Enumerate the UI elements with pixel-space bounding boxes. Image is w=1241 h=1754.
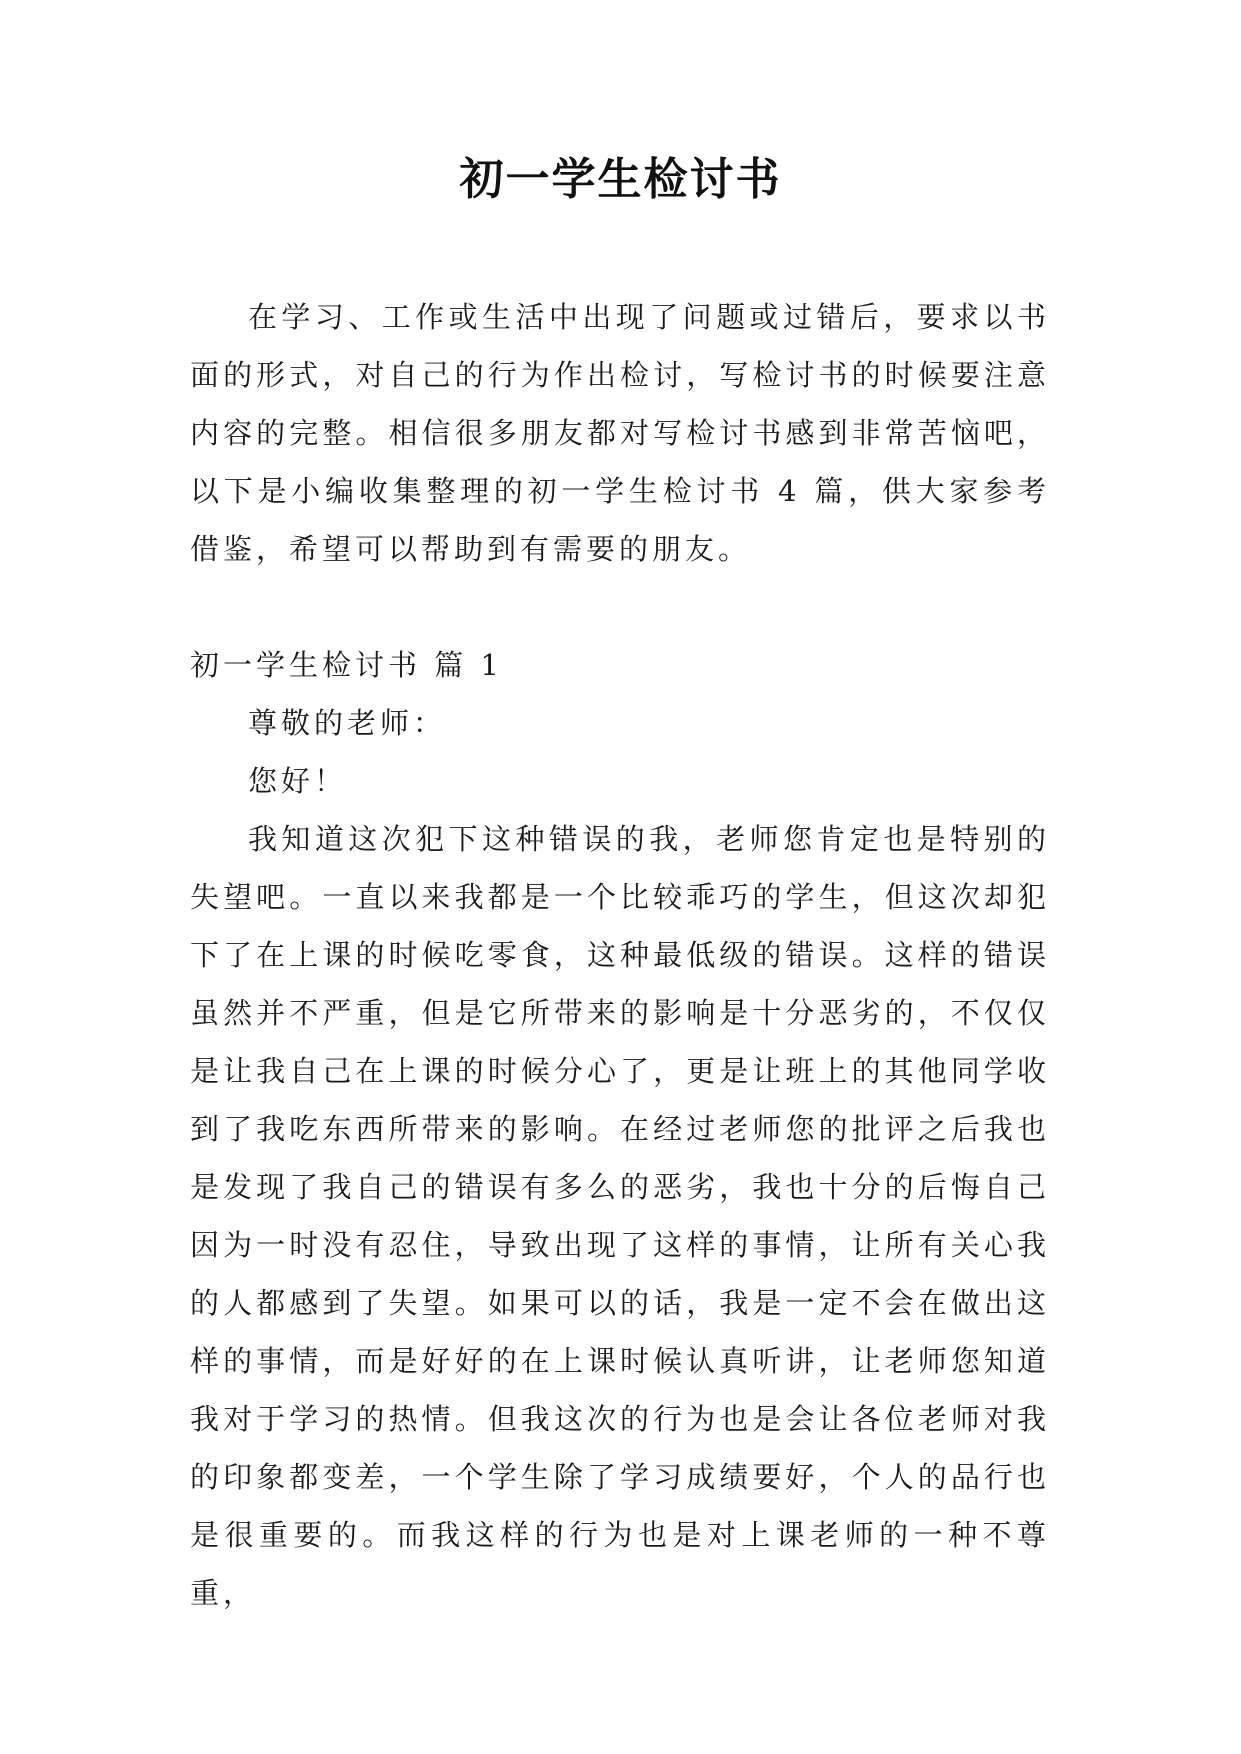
- document-title: 初一学生检讨书: [459, 154, 782, 205]
- section-title: 初一学生检讨书 篇 1: [190, 648, 503, 682]
- greeting: 您好！: [248, 764, 348, 798]
- document-content: [190, 288, 1050, 1622]
- body-paragraph: 我知道这次犯下这种错误的我，老师您肯定也是特别的失望吧。一直以来我都是一个比较乖巧的学生，但这次却犯下了在上课的时候吃零食，这种最低级的错误。这样的错误虽然并不严重，但是它所带来的影响是十分恶劣的，不仅仅是让我自己在上课的时候分心了，更是让班上的其他同学收到了我吃东西所带来的影响。在经过老师您的批评之后我也是发现了我自己的错误有多么的恶劣，我也十分的后悔自己因为一时没有忍住，导致出现了这样的事情，让所有关心我的人都感到了失望。如果可以的话，我是一定不会在做出这样的事情，而是好好的在上课时候认真听讲，让老师您知道我对于学习的热情。但我这次的行为也是会让各位老师对我的印象都变差，一个学生除了学习成绩要好，个人的品行也是很重要的。而我这样的行为也是对上课老师的一种不尊重，: [190, 822, 1050, 1610]
- salutation: 尊敬的老师：: [248, 706, 447, 740]
- intro-paragraph: 在学习、工作或生活中出现了问题或过错后，要求以书面的形式，对自己的行为作出检讨，写检讨书的时候要注意内容的完整。相信很多朋友都对写检讨书感到非常苦恼吧，以下是小编收集整理的初一学生检讨书 4 篇，供大家参考借鉴，希望可以帮助到有需要的朋友。: [190, 300, 1050, 566]
